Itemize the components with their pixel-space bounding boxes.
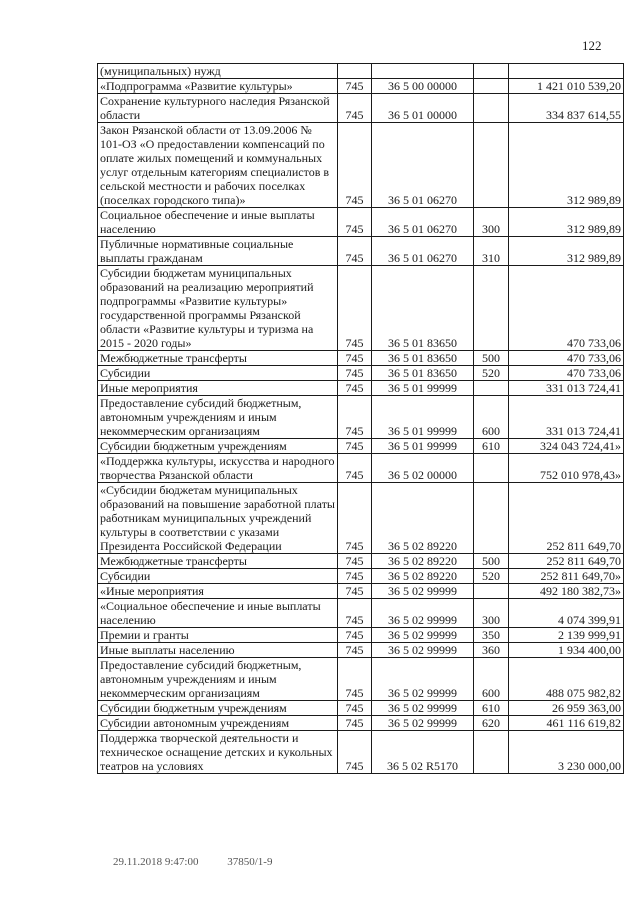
row-vr: 300 [474, 599, 509, 628]
row-code: 36 5 01 99999 [372, 381, 474, 396]
row-name: Субсидии [98, 569, 338, 584]
row-code: 36 5 02 99999 [372, 701, 474, 716]
row-vr [474, 79, 509, 94]
table-row [98, 658, 624, 701]
row-sum: 470 733,06 [509, 351, 624, 366]
table-body [98, 64, 624, 774]
table-row [98, 64, 624, 79]
footer-doc-id: 37850/1-9 [227, 856, 273, 868]
row-name: «Поддержка культуры, искусства и народного творчества Рязанской области [98, 454, 338, 483]
row-vr [474, 94, 509, 123]
row-name: Иные выплаты населению [98, 643, 338, 658]
row-vr [474, 584, 509, 599]
row-name: Публичные нормативные социальные выплаты гражданам [98, 237, 338, 266]
row-code: 36 5 00 00000 [372, 79, 474, 94]
row-sum [509, 64, 624, 79]
row-vr: 500 [474, 351, 509, 366]
row-code: 36 5 02 89220 [372, 483, 474, 554]
row-name: Субсидии [98, 366, 338, 381]
table-row [98, 396, 624, 439]
row-name: Межбюджетные трансферты [98, 554, 338, 569]
table-row [98, 94, 624, 123]
table-row [98, 79, 624, 94]
row-code: 36 5 01 83650 [372, 266, 474, 351]
row-gr: 745 [338, 396, 372, 439]
table-row [98, 599, 624, 628]
row-sum: 331 013 724,41 [509, 396, 624, 439]
row-vr [474, 64, 509, 79]
row-code [372, 64, 474, 79]
row-name: Сохранение культурного наследия Рязанской области [98, 94, 338, 123]
row-gr: 745 [338, 658, 372, 701]
row-vr: 500 [474, 554, 509, 569]
row-code: 36 5 02 99999 [372, 599, 474, 628]
row-code: 36 5 02 R5170 [372, 731, 474, 774]
table-row [98, 266, 624, 351]
row-sum: 312 989,89 [509, 237, 624, 266]
row-gr: 745 [338, 266, 372, 351]
row-code: 36 5 01 00000 [372, 94, 474, 123]
row-sum: 1 934 400,00 [509, 643, 624, 658]
row-name: (муниципальных) нужд [98, 64, 338, 79]
row-gr: 745 [338, 716, 372, 731]
table-row [98, 208, 624, 237]
row-sum: 334 837 614,55 [509, 94, 624, 123]
table-row [98, 554, 624, 569]
row-sum: 488 075 982,82 [509, 658, 624, 701]
row-sum: 4 074 399,91 [509, 599, 624, 628]
row-gr: 745 [338, 483, 372, 554]
table-row [98, 381, 624, 396]
row-gr: 745 [338, 208, 372, 237]
footer [113, 856, 272, 868]
row-gr: 745 [338, 123, 372, 208]
row-name: Премии и гранты [98, 628, 338, 643]
row-name: «Подпрограмма «Развитие культуры» [98, 79, 338, 94]
row-code: 36 5 01 99999 [372, 439, 474, 454]
table-row [98, 439, 624, 454]
row-sum: 3 230 000,00 [509, 731, 624, 774]
row-vr [474, 731, 509, 774]
row-name: Субсидии бюджетным учреждениям [98, 701, 338, 716]
row-vr: 310 [474, 237, 509, 266]
row-sum: 470 733,06 [509, 266, 624, 351]
table-row [98, 351, 624, 366]
row-name: Предоставление субсидий бюджетным, автономным учреждениям и иным некоммерческим организациям [98, 658, 338, 701]
row-sum: 331 013 724,41 [509, 381, 624, 396]
row-vr: 620 [474, 716, 509, 731]
row-gr: 745 [338, 584, 372, 599]
row-sum: 252 811 649,70 [509, 483, 624, 554]
row-gr: 745 [338, 439, 372, 454]
row-gr: 745 [338, 94, 372, 123]
table-row [98, 701, 624, 716]
row-code: 36 5 02 00000 [372, 454, 474, 483]
row-code: 36 5 01 83650 [372, 351, 474, 366]
row-gr: 745 [338, 569, 372, 584]
row-vr: 610 [474, 701, 509, 716]
row-vr: 520 [474, 366, 509, 381]
row-name: Поддержка творческой деятельности и техническое оснащение детских и кукольных театров на условиях [98, 731, 338, 774]
table-row [98, 569, 624, 584]
row-sum: 252 811 649,70» [509, 569, 624, 584]
row-vr: 600 [474, 396, 509, 439]
row-sum: 324 043 724,41» [509, 439, 624, 454]
row-name: Субсидии бюджетным учреждениям [98, 439, 338, 454]
row-code: 36 5 02 89220 [372, 569, 474, 584]
row-gr: 745 [338, 554, 372, 569]
row-name: Закон Рязанской области от 13.09.2006 № 101-ОЗ «О предоставлении компенсаций по оплате жилых помещений и коммунальных услуг отдельным категориям специалистов в сельской местности и рабочих поселках (поселках городского типа)» [98, 123, 338, 208]
row-code: 36 5 02 99999 [372, 643, 474, 658]
table-row [98, 366, 624, 381]
row-code: 36 5 01 99999 [372, 396, 474, 439]
table-row [98, 237, 624, 266]
row-sum: 252 811 649,70 [509, 554, 624, 569]
row-gr: 745 [338, 366, 372, 381]
row-code: 36 5 02 89220 [372, 554, 474, 569]
table-row [98, 483, 624, 554]
row-sum: 312 989,89 [509, 123, 624, 208]
row-gr: 745 [338, 381, 372, 396]
table-row [98, 716, 624, 731]
row-code: 36 5 01 06270 [372, 123, 474, 208]
row-name: Межбюджетные трансферты [98, 351, 338, 366]
row-name: Субсидии бюджетам муниципальных образований на реализацию мероприятий подпрограммы «Развитие культуры» государственной программы Рязанской области «Развитие культуры и туризма на 2015 - 2020 годы» [98, 266, 338, 351]
row-vr: 610 [474, 439, 509, 454]
table-row [98, 643, 624, 658]
row-name: Иные мероприятия [98, 381, 338, 396]
row-vr: 360 [474, 643, 509, 658]
row-gr: 745 [338, 628, 372, 643]
row-gr: 745 [338, 599, 372, 628]
budget-table [97, 63, 624, 774]
row-sum: 492 180 382,73» [509, 584, 624, 599]
row-name: Социальное обеспечение и иные выплаты населению [98, 208, 338, 237]
row-sum: 2 139 999,91 [509, 628, 624, 643]
row-gr: 745 [338, 79, 372, 94]
row-code: 36 5 01 06270 [372, 237, 474, 266]
row-gr: 745 [338, 454, 372, 483]
row-sum: 312 989,89 [509, 208, 624, 237]
row-sum: 26 959 363,00 [509, 701, 624, 716]
row-code: 36 5 02 99999 [372, 584, 474, 599]
row-vr [474, 266, 509, 351]
row-sum: 470 733,06 [509, 366, 624, 381]
table-row [98, 628, 624, 643]
table-row [98, 731, 624, 774]
row-name: Предоставление субсидий бюджетным, автономным учреждениям и иным некоммерческим организациям [98, 396, 338, 439]
row-sum: 1 421 010 539,20 [509, 79, 624, 94]
row-gr: 745 [338, 237, 372, 266]
row-code: 36 5 02 99999 [372, 628, 474, 643]
row-gr: 745 [338, 643, 372, 658]
row-code: 36 5 02 99999 [372, 658, 474, 701]
row-gr: 745 [338, 351, 372, 366]
row-vr [474, 381, 509, 396]
row-name: «Иные мероприятия [98, 584, 338, 599]
row-gr: 745 [338, 731, 372, 774]
row-name: Субсидии автономным учреждениям [98, 716, 338, 731]
row-vr [474, 483, 509, 554]
row-code: 36 5 02 99999 [372, 716, 474, 731]
page-number: 122 [582, 38, 602, 53]
row-vr: 300 [474, 208, 509, 237]
row-name: «Социальное обеспечение и иные выплаты населению [98, 599, 338, 628]
row-vr [474, 454, 509, 483]
row-gr [338, 64, 372, 79]
row-vr: 520 [474, 569, 509, 584]
table-row [98, 584, 624, 599]
table-row [98, 454, 624, 483]
row-sum: 461 116 619,82 [509, 716, 624, 731]
footer-timestamp: 29.11.2018 9:47:00 [113, 856, 199, 868]
table-row [98, 123, 624, 208]
row-code: 36 5 01 83650 [372, 366, 474, 381]
row-sum: 752 010 978,43» [509, 454, 624, 483]
row-code: 36 5 01 06270 [372, 208, 474, 237]
row-vr [474, 123, 509, 208]
row-gr: 745 [338, 701, 372, 716]
row-vr: 350 [474, 628, 509, 643]
row-name: «Субсидии бюджетам муниципальных образований на повышение заработной платы работникам муниципальных учреждений культуры в соответствии с указами Президента Российской Федерации [98, 483, 338, 554]
row-vr: 600 [474, 658, 509, 701]
